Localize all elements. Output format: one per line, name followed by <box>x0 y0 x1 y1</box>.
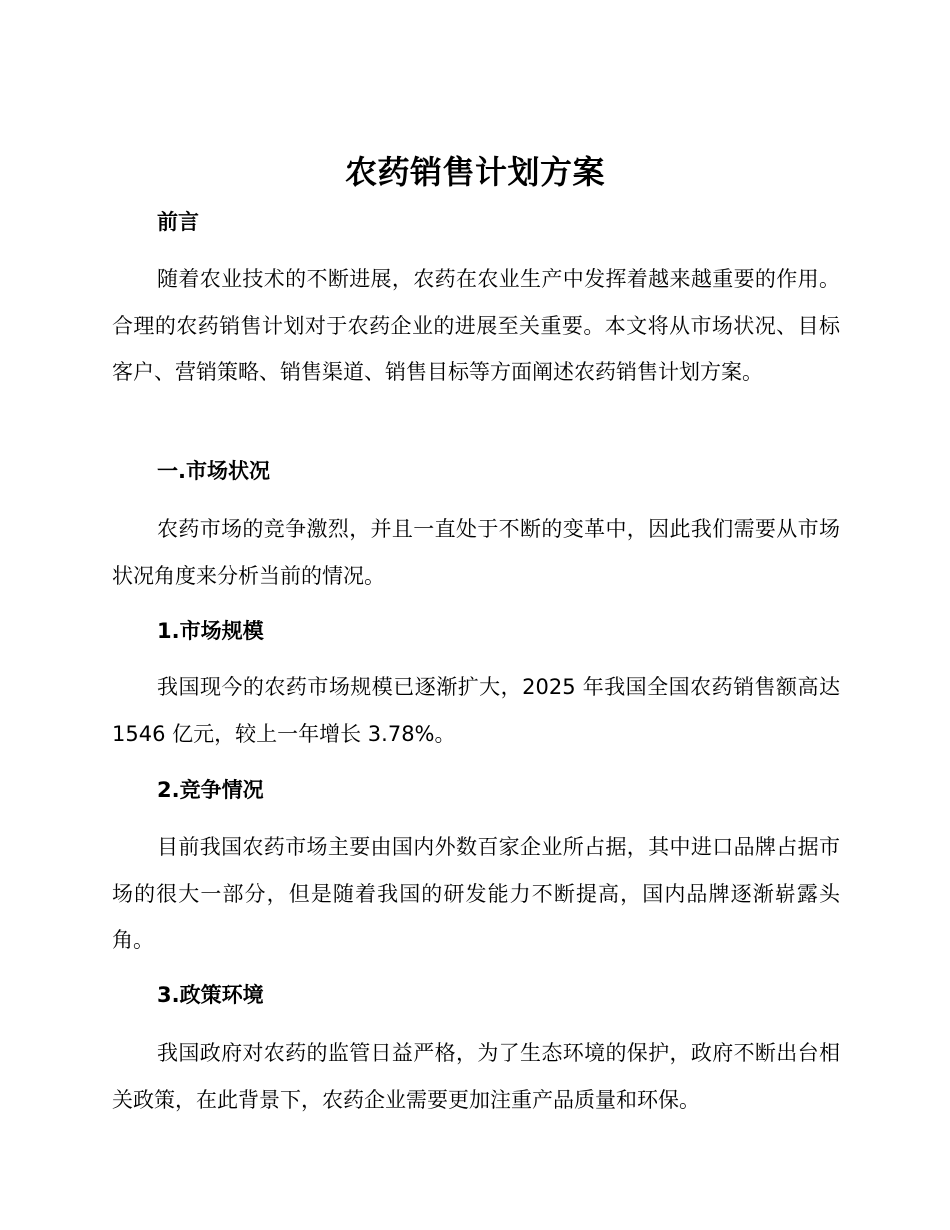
section-heading-policy: 3.政策环境 <box>157 983 264 1007</box>
section-paragraph-competition: 目前我国农药市场主要由国内外数百家企业所占据，其中进口品牌占据市场的很大一部分，但是随着我国的研发能力不断提高，国内品牌逐渐崭露头角。 <box>112 835 840 952</box>
section-heading-market-size: 1.市场规模 <box>157 619 264 643</box>
section-paragraph-preface: 随着农业技术的不断进展，农药在农业生产中发挥着越来越重要的作用。合理的农药销售计划对于农药企业的进展至关重要。本文将从市场状况、目标客户、营销策略、销售渠道、销售目标等方面阐述农药销售计划方案。 <box>112 267 840 384</box>
document-title: 农药销售计划方案 <box>344 153 605 191</box>
section-heading-competition: 2.竞争情况 <box>157 778 264 802</box>
section-paragraph-market-status: 农药市场的竞争激烈，并且一直处于不断的变革中，因此我们需要从市场状况角度来分析当前的情况。 <box>112 517 840 588</box>
section-paragraph-market-size: 我国现今的农药市场规模已逐渐扩大，2025 年我国全国农药销售额高达 1546 亿元，较上一年增长 3.78%。 <box>112 675 840 746</box>
section-heading-preface: 前言 <box>157 210 199 234</box>
section-heading-market-status: 一.市场状况 <box>157 459 270 483</box>
section-paragraph-policy: 我国政府对农药的监管日益严格，为了生态环境的保护，政府不断出台相关政策，在此背景下，农药企业需要更加注重产品质量和环保。 <box>112 1041 840 1112</box>
